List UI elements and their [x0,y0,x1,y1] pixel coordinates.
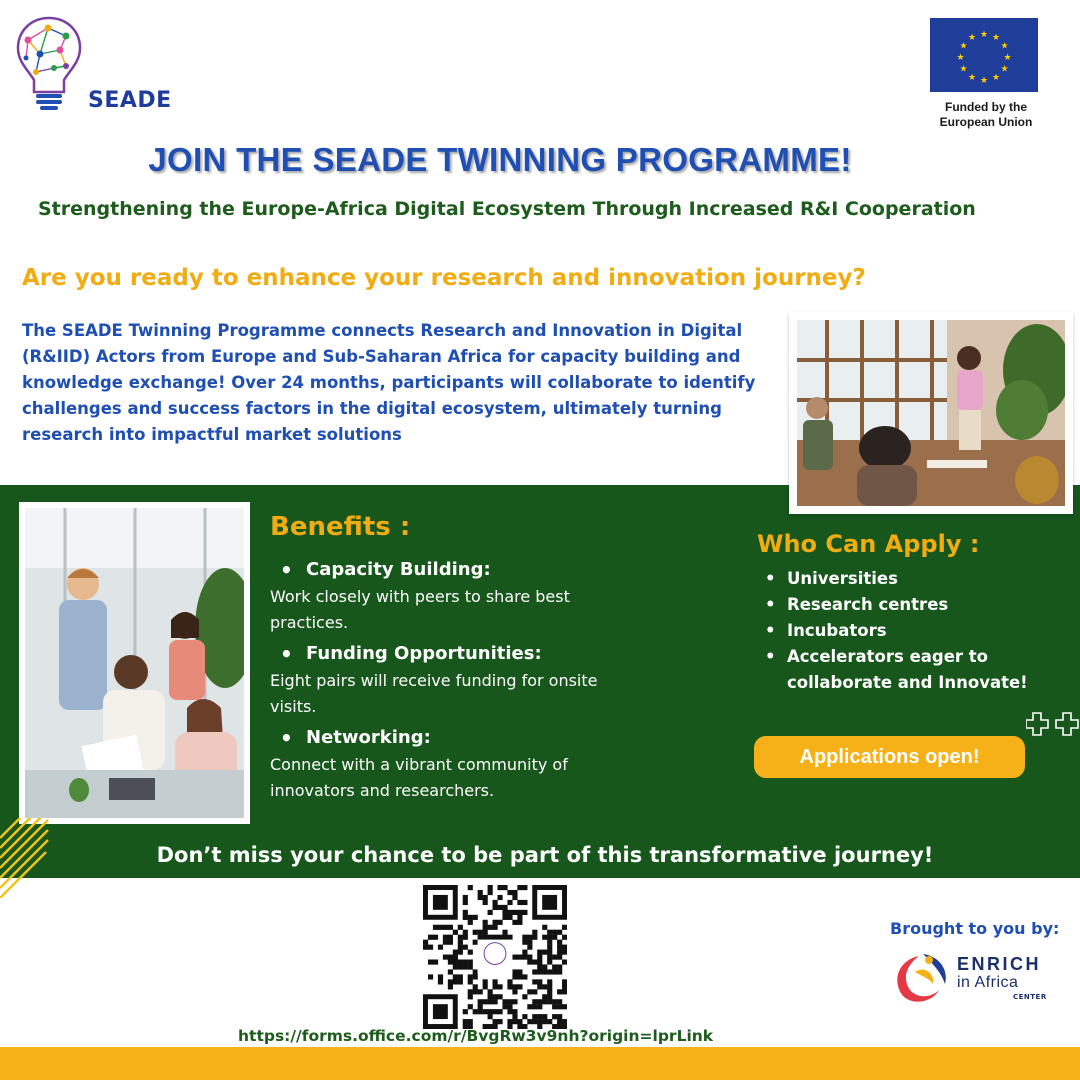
eu-caption [930,100,1042,130]
benefit-heading: • Networking: [270,724,630,752]
list-item: • Incubators [765,618,1065,644]
enrich-center: CENTER [1013,993,1047,1001]
benefits-title: Benefits : [270,512,411,542]
office-meeting-photo [789,312,1073,514]
list-item: • Research centres [765,592,1065,618]
who-can-apply-list [765,566,1065,696]
enrich-sub: in Africa [957,974,1019,991]
page-title: JOIN THE SEADE TWINNING PROGRAMME! [148,141,852,178]
svg-text:★: ★ [959,41,968,52]
call-to-action: Don’t miss your chance to be part of this transformative journey! [156,843,934,867]
team-collaboration-photo [19,502,250,824]
svg-text:★: ★ [1000,64,1009,75]
svg-text:★: ★ [979,30,989,40]
eu-caption-line2: European Union [939,115,1033,129]
application-form-link[interactable]: https://forms.office.com/r/BvgRw3v9nh?origin=lprLink [238,1027,714,1045]
svg-text:★: ★ [959,64,968,75]
intro-body: The SEADE Twinning Programme connects Research and Innovation in Digital (R&IID) Actors from Europe and Sub-Saharan Africa for capacity building and knowledge exchange! Over 24 months, participants will collaborate to identify challenges and success factors in the digital ecosystem, ultimately turning research into impactful market solutions [22,321,756,444]
svg-text:★: ★ [979,76,989,86]
intro-question: Are you ready to enhance your research and innovation journey? [22,265,866,291]
eu-funding-badge [930,18,1042,130]
benefit-text: Eight pairs will receive funding for onsite visits. [270,671,598,716]
svg-text:★: ★ [991,73,1001,83]
svg-text:★: ★ [967,73,977,83]
list-item: • Accelerators eager to collaborate and Innovate! [765,644,1065,696]
footer-bar [0,1047,1080,1080]
enrich-in-africa-logo [889,950,1069,1010]
who-can-apply-title: Who Can Apply : [757,530,980,558]
applications-open-button[interactable]: Applications open! [754,736,1025,778]
benefits-list [270,556,630,808]
svg-text:★: ★ [956,53,965,63]
enrich-word: ENRICH [957,954,1042,974]
svg-text:★: ★ [1003,53,1012,63]
brought-to-you-by: Brought to you by: [890,919,1060,938]
benefit-text: Work closely with peers to share best practices. [270,587,570,632]
svg-text:★: ★ [991,33,1001,43]
lightbulb-network-icon [14,14,84,122]
svg-text:★: ★ [1000,41,1009,52]
qr-code[interactable] [423,885,567,1029]
eu-flag-icon [930,18,1038,92]
eu-caption-line1: Funded by the [945,100,1027,114]
seade-logo-text: SEADE [88,88,172,113]
svg-text:★: ★ [967,33,977,43]
page-subtitle: Strengthening the Europe-Africa Digital Ecosystem Through Increased R&I Cooperation [38,198,976,220]
seade-logo [14,14,172,124]
benefit-heading: • Funding Opportunities: [270,640,630,668]
benefit-text: Connect with a vibrant community of innovators and researchers. [270,755,568,800]
plus-decoration-icon [1026,711,1080,737]
list-item: • Universities [765,566,1065,592]
enrich-swirl-icon [889,950,953,1006]
benefit-heading: • Capacity Building: [270,556,630,584]
